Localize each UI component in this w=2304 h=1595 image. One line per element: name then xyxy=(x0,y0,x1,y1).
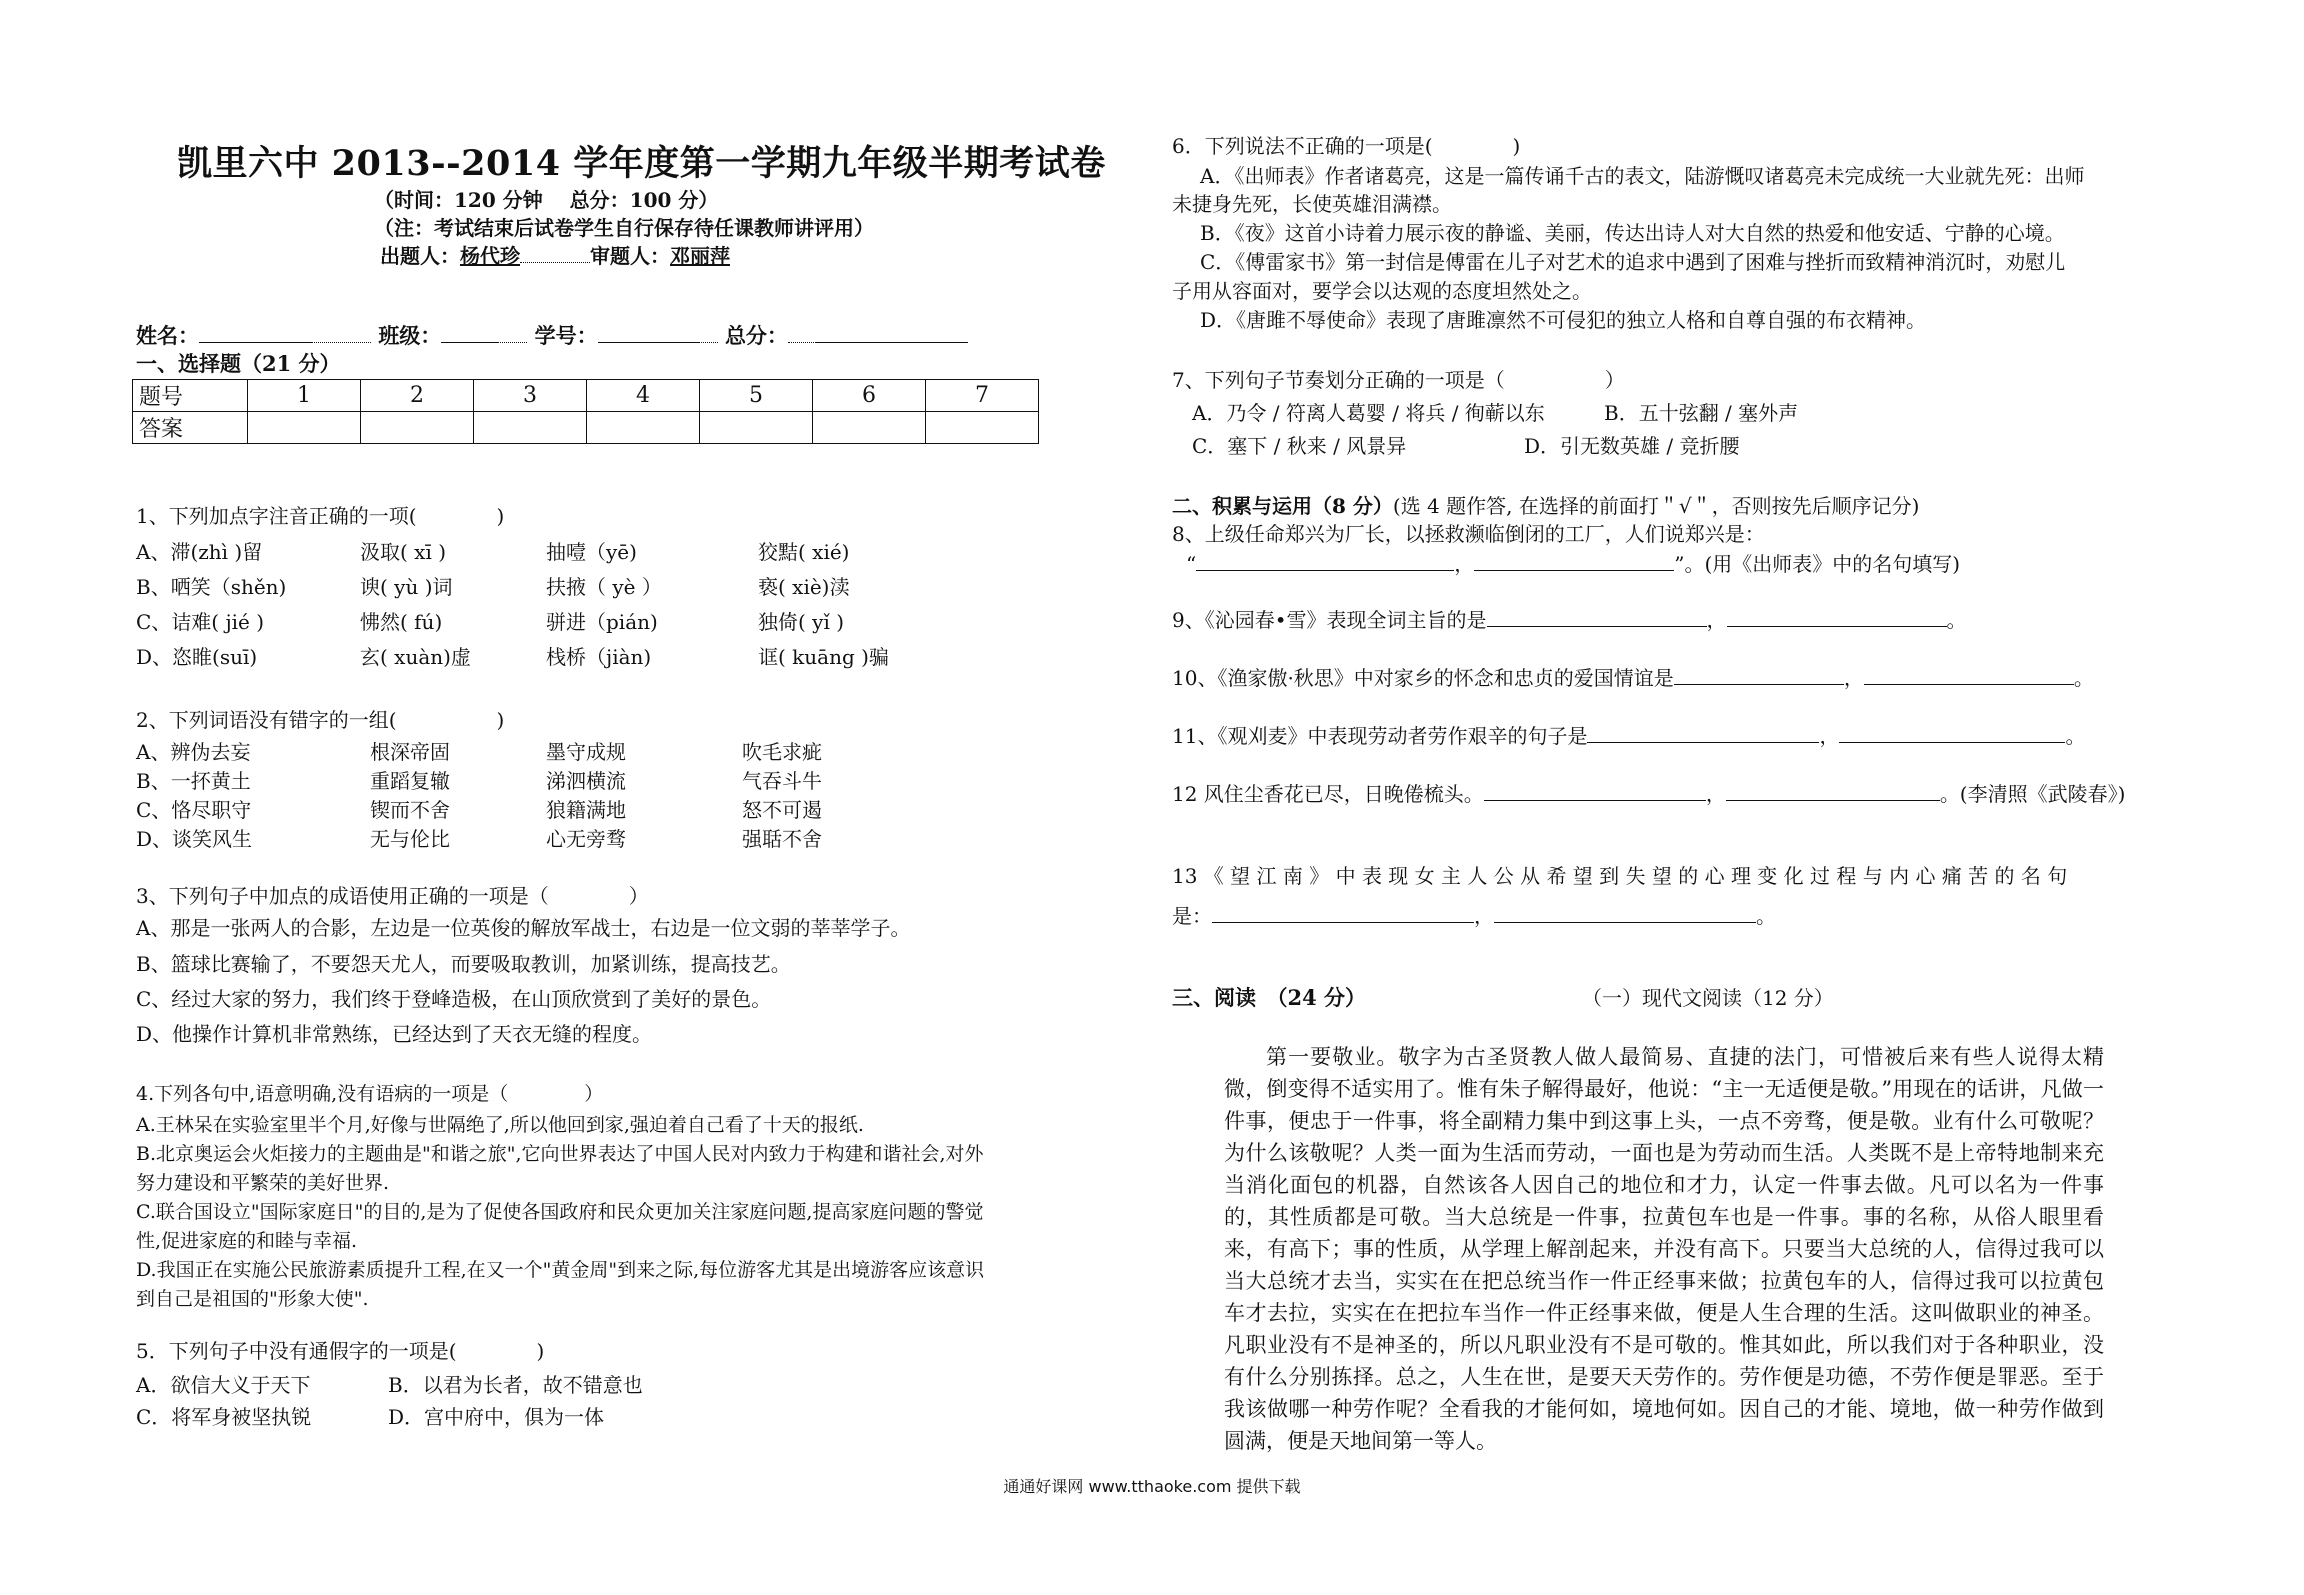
number-field[interactable] xyxy=(598,322,698,343)
option-text: 怫然( fú) xyxy=(360,610,443,634)
q6-line: 子用从容面对，要学会以达观的态度坦然处之。 xyxy=(1172,279,1592,303)
q13-line1: 13 《 望 江 南 》 中 表 现 女 主 人 公 从 希 望 到 失 望 的 心 理 变 化 过 程 与 内 心 痛 苦 的 名 句 xyxy=(1172,864,2068,888)
option-text: A．乃令 / 符离人葛婴 / 将兵 / 徇蕲以东 xyxy=(1192,401,1545,425)
q8-line2 xyxy=(1186,550,1960,578)
comma: ， xyxy=(1474,904,1494,928)
option-text: 怒不可遏 xyxy=(742,798,822,822)
author-name: 杨代珍 xyxy=(460,244,520,268)
reviewer-label: 审题人： xyxy=(590,244,670,268)
option-text: 抽噎（yē) xyxy=(546,540,637,564)
answer-table xyxy=(132,379,1039,444)
answer-blank[interactable] xyxy=(1839,722,2065,743)
answer-cell[interactable] xyxy=(587,412,700,444)
passage-text: 第一要敬业。敬字为古圣贤教人做人最简易、直捷的法门，可惜被后来有些人说得太精微，倒变得不适实用了。惟有朱子解得最好，他说：“主一无适便是敬。”用现在的话讲，凡做一件事，便忠于一件事，将全副精力集中到这事上头，一点不旁骛，便是敬。业有什么可敬呢？为什么该敬呢？人类一面为生活而劳动，一面也是为劳动而生活。人类既不是上帝特地制来充当消化面包的机器，自然该各人因自己的地位和才力，认定一件事去做。凡可以名为一件事的，其性质都是可敬。当大总统是一件事，拉黄包车也是一件事。事的名称，从俗人眼里看来，有高下；事的性质，从学理上解剖起来，并没有高下。只要当大总统的人，信得过我可以当大总统才去当，实实在在把总统当作一件正经事来做；拉黄包车的人，信得过我可以拉黄包车才去拉，实实在在把拉车当作一件正经事来做，便是人生合理的生活。这叫做职业的神圣。凡职业没有不是神圣的，所以凡职业没有不是可敬的。惟其如此，所以我们对于各种职业，没有什么分别拣择。总之，人生在世，是要天天劳作的。劳作便是功德，不劳作便是罪恶。至于我该做哪一种劳作呢？全看我的才能何如，境地何如。因自己的才能、境地，做一种劳作做到圆满，便是天地间第一等人。 xyxy=(1224,1045,2104,1453)
q3-option-d: D、他操作计算机非常熟练，已经达到了天衣无缝的程度。 xyxy=(136,1022,653,1046)
q11-text: 11、《观刈麦》中表现劳动者劳作艰辛的句子是 xyxy=(1172,724,1588,748)
answer-cell[interactable] xyxy=(474,412,587,444)
section3-subheading: （一）现代文阅读（12 分） xyxy=(1582,986,1834,1010)
answer-blank[interactable] xyxy=(1212,902,1474,923)
option-text: 气吞斗牛 xyxy=(742,769,822,793)
name-field[interactable] xyxy=(199,322,311,343)
answer-blank[interactable] xyxy=(1587,722,1819,743)
q10-text: 10、《渔家傲·秋思》中对家乡的怀念和忠贞的爱国情谊是 xyxy=(1172,666,1674,690)
option-text: 重蹈复辙 xyxy=(370,769,450,793)
option-text: A．欲信大义于天下 xyxy=(136,1373,311,1397)
section1-heading: 一、选择题（21 分） xyxy=(136,351,341,376)
option-text: 墨守成规 xyxy=(546,740,626,764)
option-text: 亵( xiè)渎 xyxy=(758,575,850,599)
period: 。 xyxy=(2065,724,2086,748)
authors-line xyxy=(380,240,730,269)
option-text: 栈桥（jiàn) xyxy=(546,645,652,669)
answer-cell[interactable] xyxy=(700,412,813,444)
table-cell: 5 xyxy=(700,380,813,412)
class-field[interactable] xyxy=(441,322,497,343)
answer-cell[interactable] xyxy=(248,412,361,444)
period: 。 xyxy=(1756,904,1776,928)
reading-passage xyxy=(1224,1041,2104,1457)
answer-blank[interactable] xyxy=(1727,606,1947,627)
option-text: 涕泗横流 xyxy=(546,769,626,793)
q4-line: 到自己是祖国的"形象大使". xyxy=(136,1288,369,1310)
answer-blank[interactable] xyxy=(1726,780,1940,801)
q13-prefix: 是： xyxy=(1172,904,1212,928)
q4-stem: 4.下列各句中,语意明确,没有语病的一项是（ ） xyxy=(136,1083,604,1105)
q3-stem: 3、下列句子中加点的成语使用正确的一项是（ ） xyxy=(136,884,649,908)
q8-comma: ， xyxy=(1454,552,1475,576)
option-text: A、滞(zhì )留 xyxy=(136,540,263,564)
q9-line xyxy=(1172,606,1967,634)
q3-option-c: C、经过大家的努力，我们终于登峰造极，在山顶欣赏到了美好的景色。 xyxy=(136,987,772,1011)
reviewer-name: 邓丽萍 xyxy=(670,244,730,268)
q12-tail: 。(李清照《武陵春》) xyxy=(1939,782,2126,806)
table-cell: 2 xyxy=(361,380,474,412)
option-text: B、一抔黄土 xyxy=(136,769,251,793)
q6-line: A．《出师表》作者诸葛亮，这是一篇传诵千古的表文，陆游慨叹诸葛亮未完成统一大业就先死：出师 xyxy=(1200,164,2085,188)
exam-title: 凯里六中 2013--2014 学年度第一学期九年级半期考试卷 xyxy=(177,143,1106,184)
table-row xyxy=(133,412,1039,444)
q2-stem: 2、下列词语没有错字的一组( ) xyxy=(136,708,505,732)
q9-text: 9、《沁园春•雪》表现全词主旨的是 xyxy=(1172,608,1487,632)
q7-stem: 7、下列句子节奏划分正确的一项是（ ） xyxy=(1172,368,1625,392)
option-text: 强聒不舍 xyxy=(742,827,822,851)
option-text: C．塞下 / 秋来 / 风景异 xyxy=(1192,434,1407,458)
q4-line: C.联合国设立"国际家庭日"的目的,是为了促使各国政府和民众更加关注家庭问题,提高家庭问题的警觉 xyxy=(136,1201,984,1223)
answer-blank[interactable] xyxy=(1674,664,1844,685)
answer-cell[interactable] xyxy=(926,412,1039,444)
option-text: 狼籍满地 xyxy=(546,798,626,822)
q12-text: 12 风住尘香花已尽，日晚倦梳头。 xyxy=(1172,782,1484,806)
q3-option-a: A、那是一张两人的合影，左边是一位英俊的解放军战士，右边是一位文弱的莘莘学子。 xyxy=(136,916,911,940)
answer-blank[interactable] xyxy=(1474,550,1674,571)
section2-title: 二、积累与运用（8 分） xyxy=(1172,494,1393,518)
number-label: 学号： xyxy=(534,323,598,348)
q3-option-b: B、篮球比赛输了，不要怨天尤人，而要吸取教训，加紧训练，提高技艺。 xyxy=(136,952,791,976)
page-footer: 通通好课网 www.tthaoke.com 提供下载 xyxy=(1003,1477,1301,1496)
q4-line: B.北京奥运会火炬接力的主题曲是"和谐之旅",它向世界表达了中国人民对内致力于构建和谐社会,对外 xyxy=(136,1143,984,1165)
option-text: 诓( kuāng )骗 xyxy=(758,645,889,669)
option-text: 独倚( yǐ ) xyxy=(758,610,845,634)
section3-heading: 三、阅读 （24 分） xyxy=(1172,985,1367,1010)
option-text: 骈进（pián) xyxy=(546,610,658,634)
table-cell: 4 xyxy=(587,380,700,412)
option-text: 汲取( xī ) xyxy=(360,540,446,564)
q6-line: C．《傅雷家书》第一封信是傅雷在儿子对艺术的追求中遇到了困难与挫折而致精神消沉时，劝慰儿 xyxy=(1200,250,2066,274)
comma: ， xyxy=(1819,724,1840,748)
student-info-line xyxy=(136,322,968,350)
comma: ， xyxy=(1843,666,1864,690)
option-text: D、谈笑风生 xyxy=(136,827,253,851)
q4-line: A.王林呆在实验室里半个月,好像与世隔绝了,所以他回到家,强迫着自己看了十天的报纸. xyxy=(136,1114,864,1136)
period: 。 xyxy=(1946,608,1967,632)
q12-line xyxy=(1172,780,2125,808)
score-label: 总分： xyxy=(724,323,788,348)
option-text: A、辨伪去妄 xyxy=(136,740,251,764)
option-text: 扶掖（ yè ） xyxy=(546,575,662,599)
answer-header: 答案 xyxy=(133,412,248,444)
answer-blank[interactable] xyxy=(1494,902,1756,923)
q4-line: D.我国正在实施公民旅游素质提升工程,在又一个"黄金周"到来之际,每位游客尤其是出境游客应该意识 xyxy=(136,1259,985,1281)
option-text: B、哂笑（shěn) xyxy=(136,575,287,599)
table-row xyxy=(133,380,1039,412)
option-text: B．以君为长者，故不错意也 xyxy=(388,1373,643,1397)
answer-blank[interactable] xyxy=(1487,606,1707,627)
q6-line: B．《夜》这首小诗着力展示夜的静谧、美丽，传达出诗人对大自然的热爱和他安适、宁静的心境。 xyxy=(1200,221,2065,245)
q5-stem: 5．下列句子中没有通假字的一项是( ) xyxy=(136,1339,545,1363)
answer-blank[interactable] xyxy=(1864,664,2074,685)
answer-blank[interactable] xyxy=(1196,550,1454,571)
option-text: D．宫中府中，俱为一体 xyxy=(388,1405,605,1429)
comma: ， xyxy=(1706,608,1727,632)
answer-blank[interactable] xyxy=(1484,780,1706,801)
option-text: 根深帝固 xyxy=(370,740,450,764)
section2-instructions: (选 4 题作答, 在选择的前面打＂√＂，否则按先后顺序记分) xyxy=(1392,494,1920,518)
option-text: C．将军身被坚执锐 xyxy=(136,1405,312,1429)
option-text: B．五十弦翻 / 塞外声 xyxy=(1604,401,1799,425)
table-cell: 7 xyxy=(926,380,1039,412)
table-cell: 1 xyxy=(248,380,361,412)
option-text: 无与伦比 xyxy=(370,827,450,851)
author-label: 出题人： xyxy=(380,244,460,268)
period: 。 xyxy=(2073,666,2094,690)
table-cell: 3 xyxy=(474,380,587,412)
q8-line1: 8、上级任命郑兴为厂长，以拯救濒临倒闭的工厂，人们说郑兴是： xyxy=(1172,522,1765,546)
option-text: 吹毛求疵 xyxy=(742,740,822,764)
option-text: 锲而不舍 xyxy=(370,798,450,822)
answer-cell[interactable] xyxy=(813,412,926,444)
q6-stem: 6．下列说法不正确的一项是( ) xyxy=(1172,134,1521,158)
option-text: 玄( xuàn)虚 xyxy=(360,645,471,669)
q6-line: D．《唐雎不辱使命》表现了唐雎凛然不可侵犯的独立人格和自尊自强的布衣精神。 xyxy=(1200,308,1927,332)
q11-line xyxy=(1172,722,2085,750)
q8-quote: “ xyxy=(1186,552,1197,576)
answer-cell[interactable] xyxy=(361,412,474,444)
question-number-header: 题号 xyxy=(133,380,248,412)
q4-line: 性,促进家庭的和睦与幸福. xyxy=(136,1230,358,1252)
option-text: D．引无数英雄 / 竞折腰 xyxy=(1524,434,1740,458)
option-text: 谀( yù )词 xyxy=(360,575,453,599)
option-text: C、恪尽职守 xyxy=(136,798,252,822)
q1-stem: 1、下列加点字注音正确的一项( ) xyxy=(136,504,505,528)
q13-line2 xyxy=(1172,902,1776,930)
class-label: 班级： xyxy=(378,323,442,348)
option-text: 狡黠( xié) xyxy=(758,540,850,564)
q8-tail: ”。(用《出师表》中的名句填写) xyxy=(1674,552,1961,576)
option-text: 心无旁骛 xyxy=(546,827,626,851)
time-score-line: （时间：120 分钟 总分：100 分） xyxy=(374,188,719,212)
q10-line xyxy=(1172,664,2094,692)
table-cell: 6 xyxy=(813,380,926,412)
section2-heading xyxy=(1172,492,1919,520)
q6-line: 未捷身先死，长使英雄泪满襟。 xyxy=(1172,192,1452,216)
name-label: 姓名： xyxy=(136,323,199,348)
score-field[interactable] xyxy=(816,322,968,343)
option-text: D、恣睢(suī) xyxy=(136,645,258,669)
q4-line: 努力建设和平繁荣的美好世界. xyxy=(136,1172,390,1194)
option-text: C、诘难( jié ) xyxy=(136,610,265,634)
comma: ， xyxy=(1705,782,1726,806)
exam-note: （注：考试结束后试卷学生自行保存待任课教师讲评用） xyxy=(374,216,874,240)
